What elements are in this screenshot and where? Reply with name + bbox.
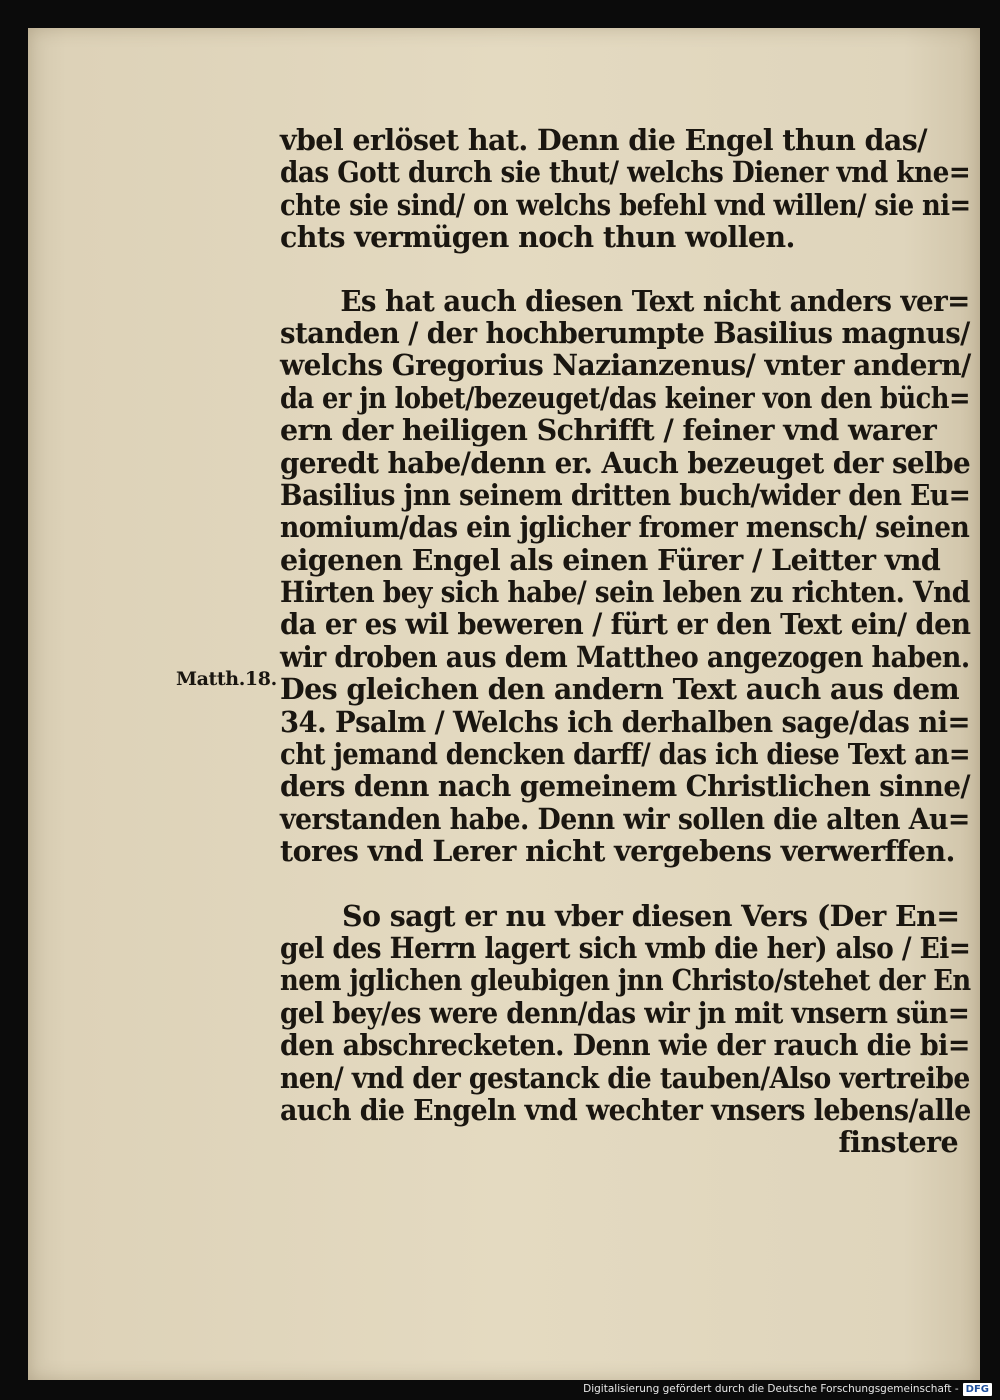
text-line: Hirten bey sich habe/ sein leben zu richten. Vnd (280, 575, 970, 610)
text-line: gel bey/es were denn/das wir jn mit vnsern sün= (280, 995, 970, 1030)
text-line: den abschrecketen. Denn wie der rauch die bi= (280, 1028, 970, 1063)
text-line: ern der heiligen Schrifft / feiner vnd warer (280, 413, 937, 448)
catchword: finstere (838, 1125, 958, 1160)
text-line: verstanden habe. Denn wir sollen die alten Au= (280, 801, 970, 836)
text-line: auch die Engeln vnd wechter vnsers lebens/alle (280, 1092, 971, 1127)
text-line: chte sie sind/ on welchs befehl vnd willen/ sie ni= (280, 187, 971, 222)
text-line: geredt habe/denn er. Auch bezeuget der selbe (280, 445, 971, 480)
text-line: Des gleichen den andern Text auch aus dem (280, 672, 960, 707)
text-line: da er jn lobet/bezeuget/das keiner von den büch= (280, 380, 971, 415)
dfg-logo: DFG (963, 1383, 992, 1396)
text-line: nomium/das ein jglicher fromer mensch/ seinen (280, 510, 970, 545)
text-line: vbel erlöset hat. Denn die Engel thun das/ (280, 123, 927, 157)
digitization-footer (583, 1380, 992, 1398)
text-line: nen/ vnd der gestanck die tauben/Also vertreibe (280, 1060, 970, 1095)
page-text (280, 124, 970, 1159)
text-line: gel des Herrn lagert sich vmb die her) also / Ei= (280, 930, 971, 965)
footer-credit: Digitalisierung gefördert durch die Deutsche Forschungsgemeinschaft - (583, 1383, 959, 1395)
text-line: wir droben aus dem Mattheo angezogen haben. (280, 639, 970, 674)
text-line: standen / der hochberumpte Basilius magnus/ (280, 315, 970, 350)
text-line: chts vermügen noch thun wollen. (280, 220, 795, 255)
marginal-note: Matth.18. (176, 668, 277, 690)
text-line: ders denn nach gemeinem Christlichen sinne/ (280, 769, 970, 804)
text-line: nem jglichen gleubigen jnn Christo/stehet der En (280, 963, 971, 998)
paragraph-3 (280, 900, 970, 1127)
text-line: tores vnd Lerer nicht vergebens verwerffen. (280, 834, 955, 869)
text-line: da er es wil beweren / fürt er den Text ein/ den (280, 607, 971, 642)
text-line: 34. Psalm / Welchs ich derhalben sage/das ni= (280, 704, 970, 739)
text-line: eigenen Engel als einen Fürer / Leitter vnd (280, 542, 941, 577)
text-line: Es hat auch diesen Text nicht anders ver= (340, 283, 970, 318)
text-line: das Gott durch sie thut/ welchs Diener vnd kne= (280, 155, 971, 190)
text-line: Basilius jnn seinem dritten buch/wider den Eu= (280, 477, 971, 512)
text-line: cht jemand dencken darff/ das ich diese Text an= (280, 737, 971, 772)
paragraph-1 (280, 124, 970, 254)
book-page (28, 28, 980, 1380)
paragraph-2 (280, 285, 970, 868)
text-line: So sagt er nu vber diesen Vers (Der En= (342, 898, 960, 933)
text-line: welchs Gregorius Nazianzenus/ vnter andern/ (280, 348, 971, 383)
